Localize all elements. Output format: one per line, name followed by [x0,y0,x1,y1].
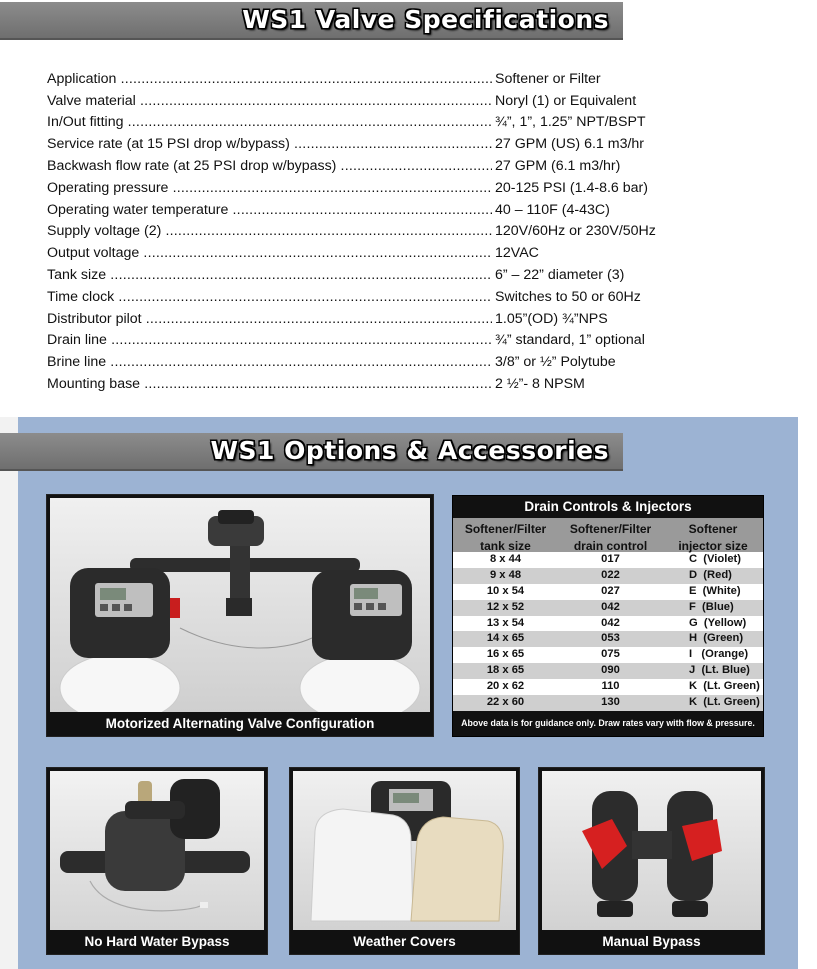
spec-value: 6” – 22” diameter (3) [495,267,625,284]
spec-row [47,112,687,134]
cell-tank-size: 10 x 54 [486,584,525,597]
spec-value: 27 GPM (US) 6.1 m3/hr [495,136,645,153]
spec-row [47,90,687,112]
cell-tank-size: 9 x 48 [489,568,522,581]
cell-drain-control: 017 [601,553,620,565]
manual-bypass-photo [542,771,761,930]
spec-value: ¾” standard, 1” optional [495,332,645,349]
weather-covers-caption: Weather Covers [353,934,456,949]
spec-row [47,177,687,199]
cell-tank-size: 22 x 60 [486,696,525,709]
table-row [453,552,763,568]
cell-drain-control: 022 [601,568,620,581]
spec-key: Mounting base ..... [47,376,492,392]
spec-key: In/Out fitting ..... [47,114,492,130]
cell-drain-control: 042 [601,600,620,613]
manual-bypass-card [538,767,765,955]
cell-drain-control: 090 [601,664,620,677]
spec-row [47,308,687,330]
spec-key: Drain line ..... [47,332,492,348]
cell-drain-control: 027 [601,584,620,597]
spec-row [47,133,687,155]
spec-list [47,68,687,395]
spec-value: 2 ½”- 8 NPSM [495,376,585,393]
options-title-banner [0,433,623,471]
cell-drain-control: 053 [601,632,620,645]
header-tank-size-line1: Softener/Filter [464,522,547,536]
spec-key: Brine line ..... [47,354,492,370]
spec-key: Output voltage ..... [47,245,492,261]
cell-injector-size: I (Orange) [689,648,749,661]
spec-key: Service rate (at 15 PSI drop w/bypass) ..... [47,136,492,152]
drain-controls-table [452,495,764,737]
header-drain-control-line2: drain control [573,539,648,553]
spec-value: 120V/60Hz or 230V/50Hz [495,223,656,240]
weather-covers-photo [293,771,516,930]
cell-drain-control: 042 [601,616,620,629]
spec-value: 1.05”(OD) ¾”NPS [495,310,608,327]
spec-key: Backwash flow rate (at 25 PSI drop w/bypass) ..... [47,158,492,174]
table-row [453,631,763,647]
spec-key: Operating water temperature ..... [47,202,492,218]
spec-row [47,286,687,308]
spec-title-banner [0,2,623,40]
header-tank-size-line2: tank size [480,539,531,553]
manual-bypass-caption: Manual Bypass [602,934,701,949]
cell-drain-control: 110 [601,680,620,693]
spec-row [47,351,687,373]
spec-key: Distributor pilot ..... [47,311,492,327]
cell-injector-size: J (Lt. Blue) [689,664,750,677]
spec-value: ¾”, 1”, 1.25” NPT/BSPT [495,114,646,131]
table-row [453,616,763,632]
spec-row [47,264,687,286]
spec-value: Softener or Filter [495,70,601,87]
spec-key: Time clock ..... [47,289,492,305]
cell-tank-size: 14 x 65 [486,632,525,645]
spec-key: Valve material ..... [47,93,492,109]
cell-tank-size: 18 x 65 [486,664,525,677]
spec-row [47,68,687,90]
table-row [453,647,763,663]
header-injector-size [663,518,763,552]
header-drain-control [558,518,663,552]
table-row [453,663,763,679]
spec-value: 27 GPM (6.1 m3/hr) [495,158,621,175]
drain-table-note: Above data is for guidance only. Draw rates vary with flow & pressure. [461,717,755,728]
cell-injector-size: D (Red) [689,568,732,581]
no-hard-water-bypass-card [46,767,268,955]
cell-injector-size: H (Green) [689,632,744,645]
no-hard-water-bypass-caption: No Hard Water Bypass [84,934,230,949]
spec-value: 40 – 110F (4-43C) [495,201,610,218]
cell-injector-size: G (Yellow) [689,616,747,629]
spec-row [47,155,687,177]
cell-drain-control: 075 [601,648,620,661]
table-row [453,568,763,584]
header-injector-size-line2: injector size [678,539,748,553]
table-row [453,584,763,600]
header-injector-size-line1: Softener [688,522,738,536]
spec-row [47,199,687,221]
weather-covers-card [289,767,520,955]
cell-tank-size: 16 x 65 [486,648,525,661]
spec-row [47,373,687,395]
spec-row [47,242,687,264]
weather-covers-image [293,771,516,930]
header-drain-control-line1: Softener/Filter [569,522,652,536]
spec-value: 20-125 PSI (1.4-8.6 bar) [495,179,648,196]
spec-key: Application ..... [47,71,492,87]
cell-tank-size: 8 x 44 [489,553,522,565]
spec-value: 12VAC [495,245,539,262]
table-row [453,695,763,711]
cell-drain-control: 130 [601,696,620,709]
spec-row [47,330,687,352]
no-hard-water-bypass-image [50,771,264,930]
table-row [453,600,763,616]
cell-injector-size: K (Lt. Green) [689,696,760,709]
alternating-valve-photo [50,498,430,712]
cell-injector-size: F (Blue) [689,600,734,613]
drain-table-title: Drain Controls & Injectors [524,499,692,514]
drain-table-header [453,518,763,552]
alternating-valve-image [50,498,430,712]
cell-injector-size: E (White) [689,584,741,597]
cell-tank-size: 13 x 54 [486,616,525,629]
cell-tank-size: 12 x 52 [486,600,525,613]
spec-value: 3/8” or ½” Polytube [495,354,616,371]
cell-injector-size: C (Violet) [689,553,742,565]
cell-injector-size: K (Lt. Green) [689,680,760,693]
no-hard-water-bypass-photo [50,771,264,930]
cell-tank-size: 20 x 62 [486,680,525,693]
table-row [453,679,763,695]
drain-table-body [453,552,763,711]
spec-key: Tank size ..... [47,267,492,283]
spec-title: WS1 Valve Specifications [242,5,609,34]
panel-edge [0,417,18,969]
manual-bypass-image [542,771,761,930]
spec-row [47,221,687,243]
alternating-valve-card [46,494,434,737]
options-title: WS1 Options & Accessories [210,436,609,465]
spec-value: Noryl (1) or Equivalent [495,92,637,109]
spec-key: Operating pressure ..... [47,180,492,196]
header-tank-size [453,518,558,552]
spec-key: Supply voltage (2) ..... [47,223,492,239]
spec-value: Switches to 50 or 60Hz [495,288,641,305]
alternating-valve-caption: Motorized Alternating Valve Configuration [105,716,375,731]
